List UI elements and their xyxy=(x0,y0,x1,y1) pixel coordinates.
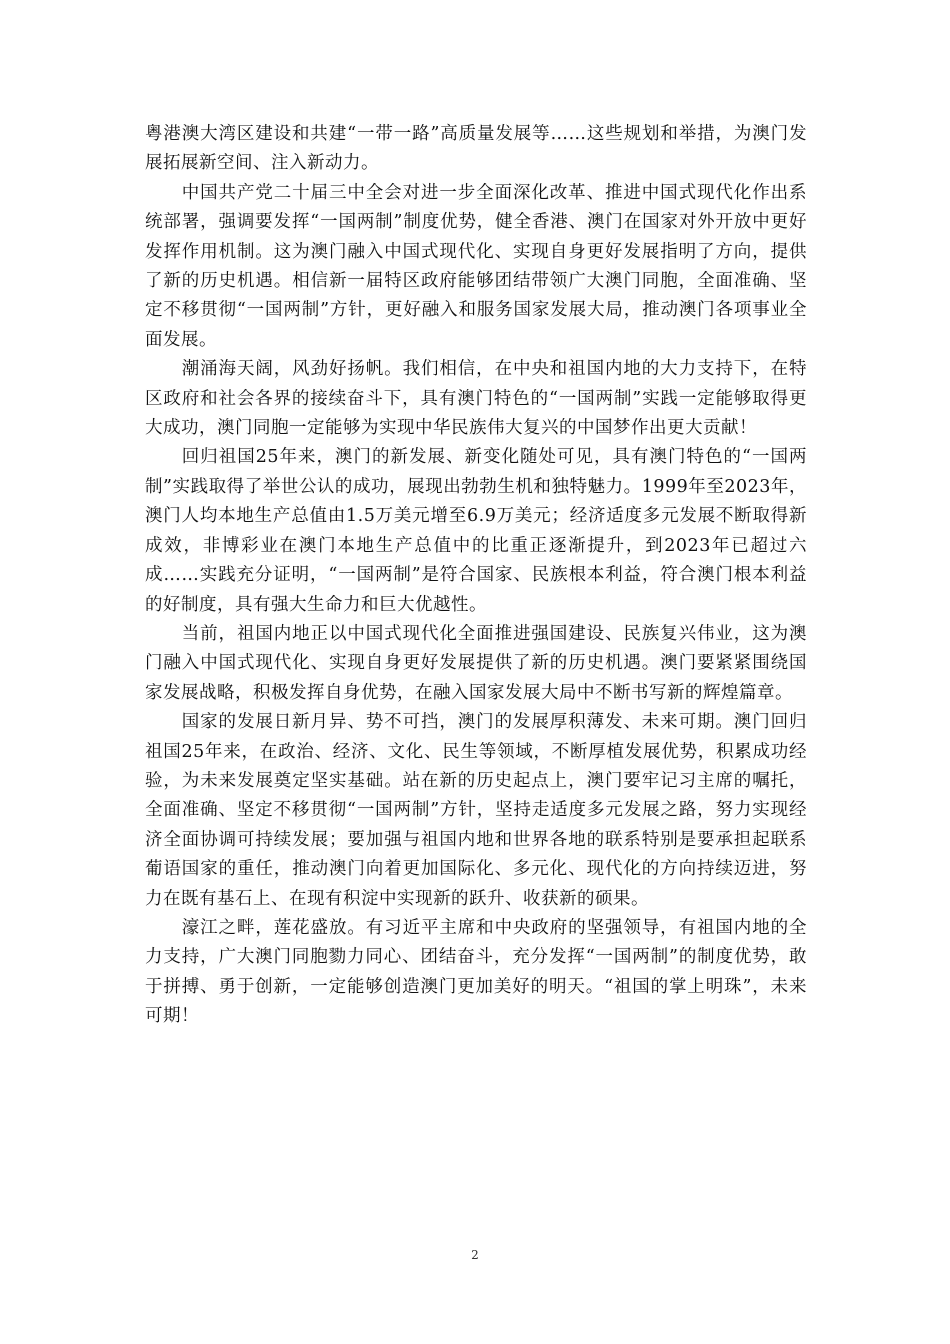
paragraph: 当前，祖国内地正以中国式现代化全面推进强国建设、民族复兴伟业，这为澳门融入中国式现代化、实现自身更好发展提供了新的历史机遇。澳门要紧紧围绕国家发展战略，积极发挥自身优势，在融入国家发展大局中不断书写新的辉煌篇章。 xyxy=(145,623,807,703)
paragraph: 回归祖国25年来，澳门的新发展、新变化随处可见，具有澳门特色的“一国两制”实践取得了举世公认的成功，展现出勃勃生机和独特魅力。1999年至2023年，澳门人均本地生产总值由1.5万美元增至6.9万美元；经济适度多元发展不断取得新成效，非博彩业在澳门本地生产总值中的比重正逐渐提升，到2023年已超过六成……实践充分证明，“一国两制”是符合国家、民族根本利益，符合澳门根本利益的好制度，具有强大生命力和巨大优越性。 xyxy=(145,447,807,615)
paragraph: 中国共产党二十届三中全会对进一步全面深化改革、推进中国式现代化作出系统部署，强调要发挥“一国两制”制度优势，健全香港、澳门在国家对外开放中更好发挥作用机制。这为澳门融入中国式现代化、实现自身更好发展指明了方向，提供了新的历史机遇。相信新一届特区政府能够团结带领广大澳门同胞，全面准确、坚定不移贯彻“一国两制”方针，更好融入和服务国家发展大局，推动澳门各项事业全面发展。 xyxy=(145,182,807,350)
paragraph: 濠江之畔，莲花盛放。有习近平主席和中央政府的坚强领导，有祖国内地的全力支持，广大澳门同胞勠力同心、团结奋斗，充分发挥“一国两制”的制度优势，敢于拼搏、勇于创新，一定能够创造澳门更加美好的明天。“祖国的掌上明珠”，未来可期！ xyxy=(145,917,807,1027)
document-body xyxy=(145,120,807,1032)
paragraph: 潮涌海天阔，风劲好扬帆。我们相信，在中央和祖国内地的大力支持下，在特区政府和社会各界的接续奋斗下，具有澳门特色的“一国两制”实践一定能够取得更大成功，澳门同胞一定能够为实现中华民族伟大复兴的中国梦作出更大贡献！ xyxy=(145,359,807,439)
page-number: 2 xyxy=(471,1248,479,1262)
paragraph-continued: 粤港澳大湾区建设和共建“一带一路”高质量发展等……这些规划和举措，为澳门发展拓展新空间、注入新动力。 xyxy=(145,124,807,174)
paragraph: 国家的发展日新月异、势不可挡，澳门的发展厚积薄发、未来可期。澳门回归祖国25年来，在政治、经济、文化、民生等领域，不断厚植发展优势，积累成功经验，为未来发展奠定坚实基础。站在新的历史起点上，澳门要牢记习主席的嘱托，全面准确、坚定不移贯彻“一国两制”方针，坚持走适度多元发展之路，努力实现经济全面协调可持续发展；要加强与祖国内地和世界各地的联系特别是要承担起联系葡语国家的重任，推动澳门向着更加国际化、多元化、现代化的方向持续迈进，努力在既有基石上、在现有积淀中实现新的跃升、收获新的硕果。 xyxy=(145,712,807,909)
